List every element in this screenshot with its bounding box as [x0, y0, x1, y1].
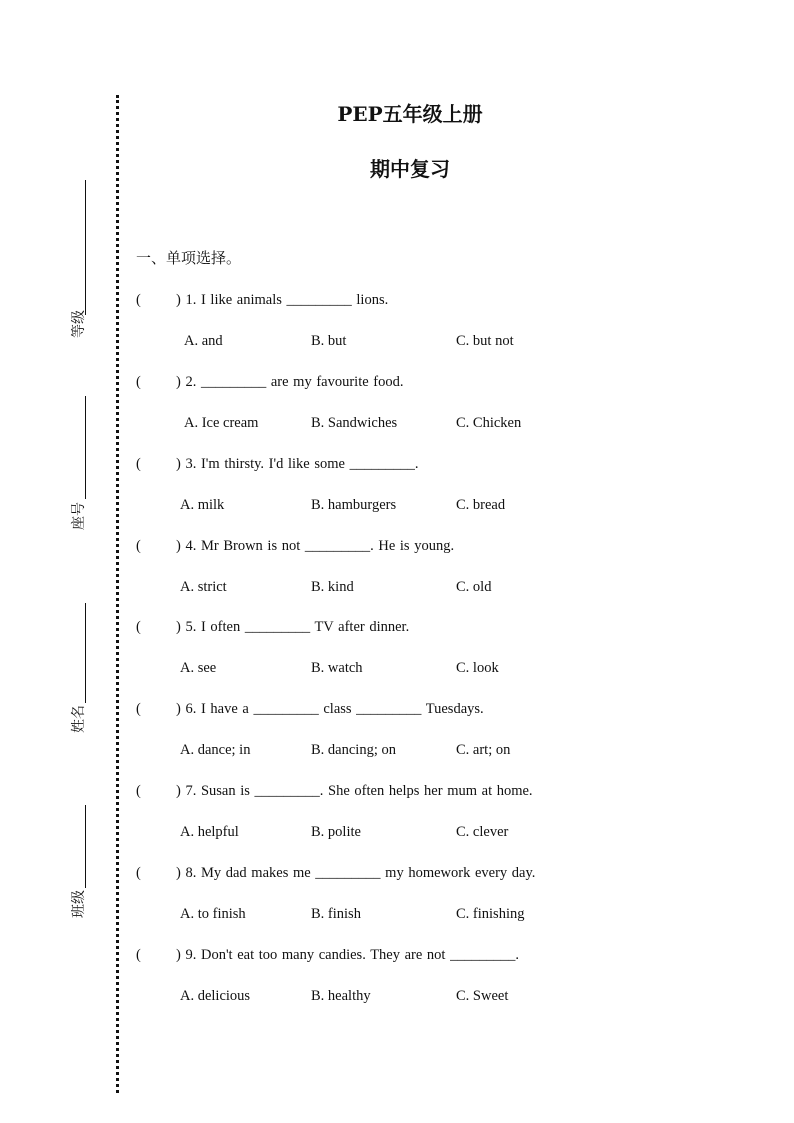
option-b: B. kind — [311, 579, 354, 595]
option-b: B. but — [311, 333, 347, 349]
side-field-name-line — [85, 603, 86, 703]
question-3 — [136, 456, 418, 473]
option-b: B. dancing; on — [311, 742, 396, 758]
answer-bracket-open: ( — [136, 456, 141, 472]
answer-bracket-close: ) — [176, 783, 181, 799]
question-stem: 3. I'm thirsty. I'd like some _________. — [185, 456, 419, 472]
binding-dotted-line — [116, 95, 119, 1093]
option-c: C. finishing — [456, 906, 525, 922]
question-stem: 4. Mr Brown is not _________. He is young. — [185, 538, 455, 554]
option-c: C. Chicken — [456, 415, 522, 431]
page-subtitle: 期中复习 — [370, 157, 450, 181]
side-field-class-label: 班级 — [71, 890, 87, 918]
option-c: C. clever — [456, 824, 509, 840]
question-5 — [136, 619, 409, 636]
side-field-name-label: 姓名 — [71, 705, 87, 733]
question-8 — [136, 865, 535, 882]
side-field-grade — [68, 180, 90, 340]
question-9 — [136, 947, 519, 964]
answer-bracket-open: ( — [136, 619, 141, 635]
option-c: C. look — [456, 660, 499, 676]
question-stem: 6. I have a _________ class _________ Tuesdays. — [185, 701, 484, 717]
answer-bracket-close: ) — [176, 947, 181, 963]
answer-bracket-close: ) — [176, 374, 181, 390]
option-b: B. polite — [311, 824, 361, 840]
answer-bracket-close: ) — [176, 456, 181, 472]
option-a: A. see — [180, 660, 217, 676]
option-a: A. dance; in — [180, 742, 251, 758]
option-b: B. healthy — [311, 988, 371, 1004]
option-b: B. Sandwiches — [311, 415, 398, 431]
side-field-name — [68, 603, 90, 738]
side-field-seat — [68, 396, 90, 536]
question-2 — [136, 374, 404, 391]
section-heading: 一、单项选择。 — [136, 249, 242, 267]
side-field-seat-line — [85, 396, 86, 499]
answer-bracket-close: ) — [176, 865, 181, 881]
question-6 — [136, 701, 484, 718]
question-stem: 1. I like animals _________ lions. — [185, 292, 389, 308]
answer-bracket-open: ( — [136, 538, 141, 554]
question-1 — [136, 292, 388, 309]
option-a: A. delicious — [180, 988, 251, 1004]
option-b: B. hamburgers — [311, 497, 397, 513]
question-stem: 9. Don't eat too many candies. They are not _________. — [185, 947, 519, 963]
option-c: C. old — [456, 579, 492, 595]
answer-bracket-open: ( — [136, 865, 141, 881]
question-stem: 7. Susan is _________. She often helps her mum at home. — [185, 783, 533, 799]
question-4 — [136, 538, 454, 555]
side-field-seat-label: 座号 — [71, 502, 87, 530]
answer-bracket-close: ) — [176, 701, 181, 717]
option-c: C. Sweet — [456, 988, 509, 1004]
question-stem: 2. _________ are my favourite food. — [185, 374, 404, 390]
side-field-class — [68, 805, 90, 925]
option-c: C. art; on — [456, 742, 511, 758]
page-title: PEP五年级上册 — [337, 102, 483, 126]
answer-bracket-open: ( — [136, 701, 141, 717]
answer-bracket-open: ( — [136, 947, 141, 963]
answer-bracket-open: ( — [136, 783, 141, 799]
question-7 — [136, 783, 533, 800]
option-a: A. milk — [180, 497, 225, 513]
side-field-class-line — [85, 805, 86, 888]
answer-bracket-open: ( — [136, 292, 141, 308]
option-a: A. to finish — [180, 906, 246, 922]
option-b: B. watch — [311, 660, 363, 676]
side-field-grade-line — [85, 180, 86, 315]
option-a: A. and — [184, 333, 223, 349]
option-c: C. bread — [456, 497, 506, 513]
option-a: A. strict — [180, 579, 227, 595]
answer-bracket-close: ) — [176, 538, 181, 554]
option-a: A. Ice cream — [184, 415, 259, 431]
answer-bracket-close: ) — [176, 619, 181, 635]
option-c: C. but not — [456, 333, 514, 349]
answer-bracket-close: ) — [176, 292, 181, 308]
question-stem: 8. My dad makes me _________ my homework every day. — [185, 865, 536, 881]
side-field-grade-label: 等级 — [71, 310, 87, 338]
option-a: A. helpful — [180, 824, 239, 840]
question-stem: 5. I often _________ TV after dinner. — [185, 619, 410, 635]
answer-bracket-open: ( — [136, 374, 141, 390]
option-b: B. finish — [311, 906, 361, 922]
